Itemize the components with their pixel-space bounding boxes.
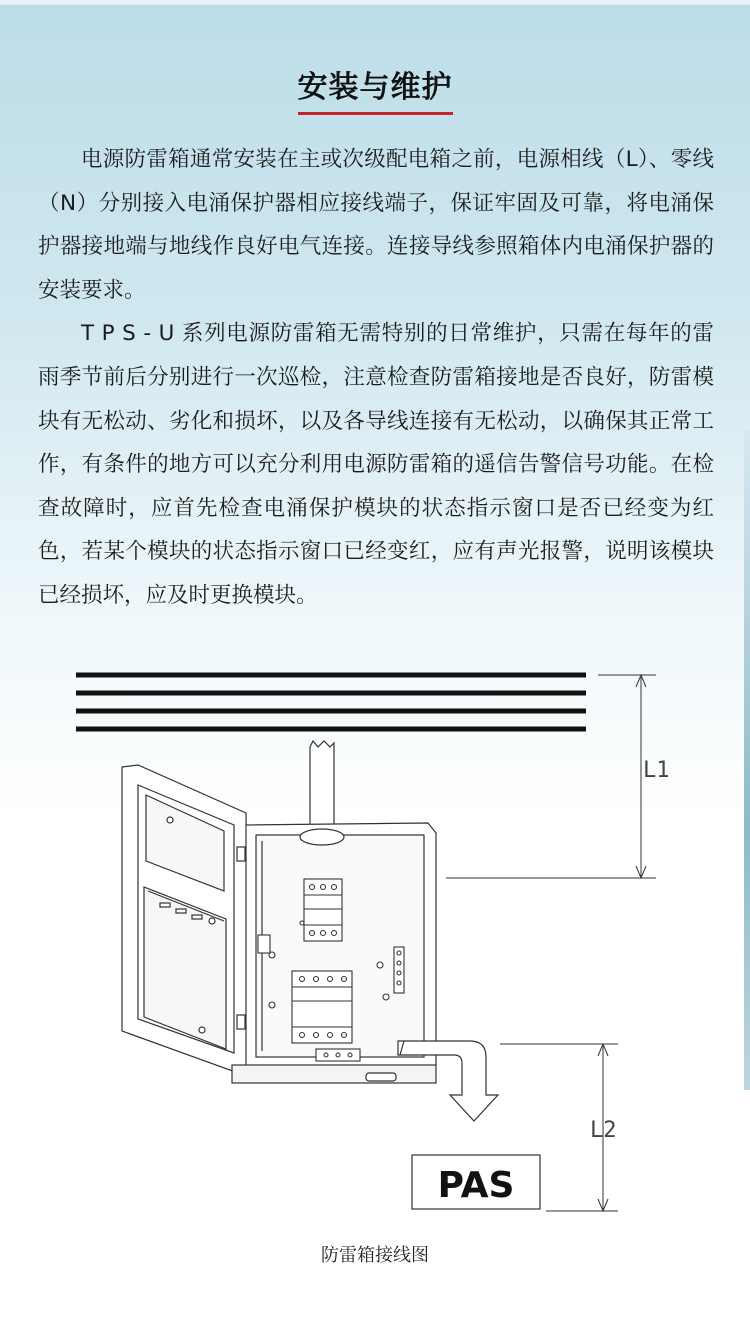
paragraph-installation: 电源防雷箱通常安装在主或次级配电箱之前，电源相线（L）、零线（N）分别接入电涌保护器相应接线端子，保证牢固及可靠，将电涌保护器接地端与地线作良好电气连接。连接导线参照箱体内电涌保护器的安装要求。 [38,147,714,303]
wiring-diagram [0,655,750,1235]
section-heading [0,62,750,115]
dimension-l2-label: L2 [590,1118,617,1143]
diagram-caption: 防雷箱接线图 [321,1245,429,1266]
surge-protector-lower [292,971,352,1043]
power-lines [76,675,586,729]
dimension-l1-label: L1 [643,758,670,783]
top-strip [0,0,750,5]
surge-protector-upper [304,879,342,941]
section-title: 安装与维护 [298,62,453,115]
ground-box-label: PAS [437,1165,515,1206]
body-text [38,138,714,618]
paragraph-maintenance: T P S - U 系列电源防雷箱无需特别的日常维护，只需在每年的雷雨季节前后分别进行一次巡检，注意检查防雷箱接地是否良好，防雷模块有无松动、劣化和损坏，以及各导线连接有无松动，以确保其正常工作，有条件的地方可以充分利用电源防雷箱的遥信告警信号功能。在检查故障时，应首先检查电涌保护模块的状态指示窗口是否已经变为红色，若某个模块的状态指示窗口已经变红，应有声光报警，说明该模块已经损坏，应及时更换模块。 [38,321,714,608]
dimension-l1 [446,675,656,878]
cabinet-door [122,765,248,1073]
